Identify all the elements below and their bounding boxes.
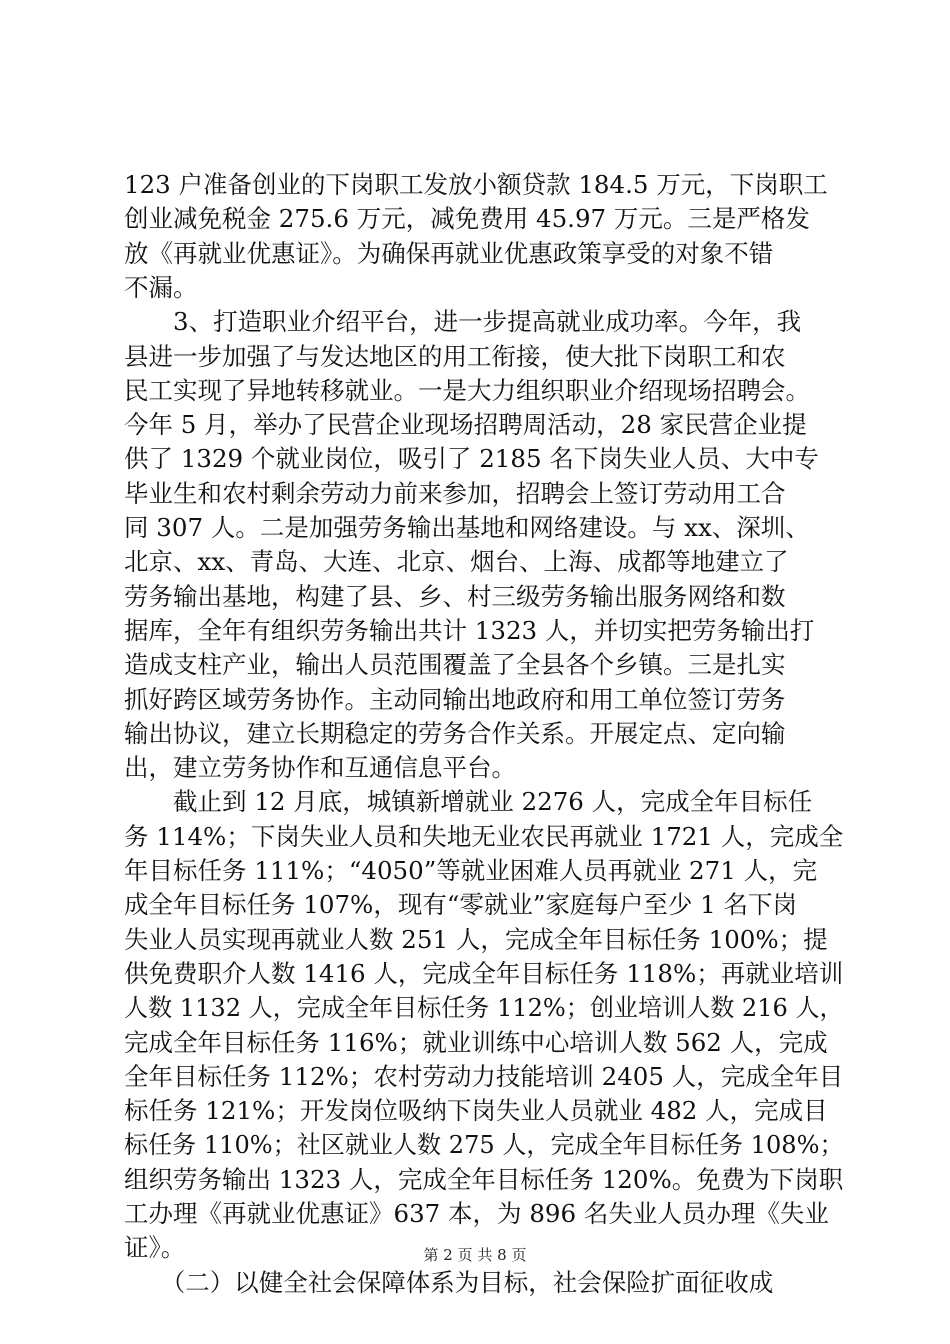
text-line: 输出协议，建立长期稳定的劳务合作关系。开展定点、定向输	[124, 718, 786, 748]
text-line: 工办理《再就业优惠证》637 本，为 896 名失业人员办理《失业	[124, 1199, 829, 1228]
text-line: 供了 1329 个就业岗位，吸引了 2185 名下岗失业人员、大中专	[124, 444, 819, 474]
text-line: 毕业生和农村剩余劳动力前来参加，招聘会上签订劳动用工合	[124, 478, 786, 508]
text-line: 创业减免税金 275.6 万元，减免费用 45.97 万元。三是严格发	[124, 204, 810, 234]
text-line: 今年 5 月，举办了民营企业现场招聘周活动，28 家民营企业提	[124, 410, 807, 440]
text-line: 组织劳务输出 1323 人，完成全年目标任务 120%。免费为下岗职	[124, 1164, 844, 1194]
text-line: 年目标任务 111%；“4050”等就业困难人员再就业 271 人，完	[124, 856, 818, 885]
text-line: 务 114%；下岗失业人员和失地无业农民再就业 1721 人，完成全	[124, 821, 844, 851]
text-line: 供免费职介人数 1416 人，完成全年目标任务 118%；再就业培训	[124, 958, 844, 988]
text-line: 完成全年目标任务 116%；就业训练中心培训人数 562 人，完成	[124, 1027, 828, 1057]
text-line: 出，建立劳务协作和互通信息平台。	[124, 753, 516, 783]
text-line: 截止到 12 月底，城镇新增就业 2276 人，完成全年目标任	[124, 787, 813, 817]
text-line: 成全年目标任务 107%，现有“零就业”家庭每户至少 1 名下岗	[124, 890, 798, 920]
text-line: 标任务 110%；社区就业人数 275 人，完成全年目标任务 108%；	[124, 1130, 844, 1160]
text-line: （二）以健全社会保障体系为目标，社会保险扩面征收成	[124, 1267, 774, 1297]
page-footer: 第 2 页 共 8 页	[423, 1246, 527, 1264]
text-line: 劳务输出基地，构建了县、乡、村三级劳务输出服务网络和数	[124, 581, 786, 611]
text-line: 抓好跨区域劳务协作。主动同输出地政府和用工单位签订劳务	[124, 684, 786, 714]
text-line: 民工实现了异地转移就业。一是大力组织职业介绍现场招聘会。	[124, 375, 810, 405]
text-line: 123 户准备创业的下岗职工发放小额贷款 184.5 万元，下岗职工	[124, 170, 828, 199]
text-line: 据库，全年有组织劳务输出共计 1323 人，并切实把劳务输出打	[124, 615, 815, 645]
text-line: 3、打造职业介绍平台，进一步提高就业成功率。今年，我	[124, 307, 802, 337]
text-line: 放《再就业优惠证》。为确保再就业优惠政策享受的对象不错	[124, 238, 774, 268]
text-line: 造成支柱产业，输出人员范围覆盖了全县各个乡镇。三是扎实	[124, 650, 786, 680]
text-line: 证》。	[124, 1233, 186, 1263]
text-line: 人数 1132 人，完成全年目标任务 112%；创业培训人数 216 人，	[124, 993, 844, 1023]
text-line: 全年目标任务 112%；农村劳动力技能培训 2405 人，完成全年目	[124, 1061, 844, 1091]
text-line: 县进一步加强了与发达地区的用工衔接，使大批下岗职工和农	[124, 341, 786, 371]
text-line: 同 307 人。二是加强劳务输出基地和网络建设。与 xx、深圳、	[124, 513, 810, 542]
text-line: 失业人员实现再就业人数 251 人，完成全年目标任务 100%；提	[124, 924, 828, 954]
text-line: 北京、xx、青岛、大连、北京、烟台、上海、成都等地建立了	[124, 547, 789, 577]
text-line: 不漏。	[124, 272, 198, 302]
text-line: 标任务 121%；开发岗位吸纳下岗失业人员就业 482 人，完成目	[124, 1096, 828, 1126]
